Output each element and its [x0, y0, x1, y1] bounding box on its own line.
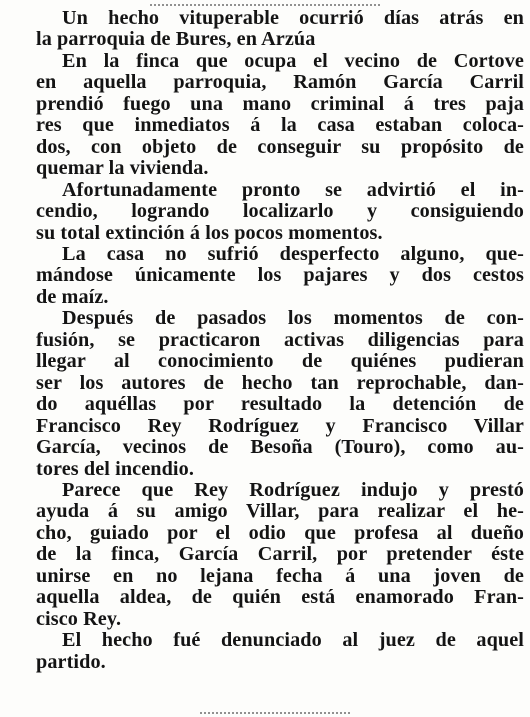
text-line: El hecho fué denunciado al juez de aquel [62, 630, 524, 652]
text-line: García, vecinos de Besoña (Touro), como au- [36, 437, 524, 459]
text-line: quemar la vivienda. [36, 158, 209, 180]
text-line: cisco Rey. [36, 608, 122, 630]
text-line: Un hecho vituperable ocurrió días atrás en [62, 8, 524, 29]
bottom-divider [200, 712, 350, 714]
text-line: aquella aldea, de quién está enamorado Fran- [36, 587, 524, 609]
text-line: Francisco Rey Rodríguez y Francisco Villar [36, 415, 524, 437]
paragraph-2 [36, 51, 524, 180]
text-line: ayuda á su amigo Villar, para realizar el he- [36, 501, 524, 523]
text-line: su total extinción á los pocos momentos. [36, 222, 383, 244]
text-line: partido. [36, 651, 106, 673]
text-line: do aquéllas por resultado la detención de [36, 394, 524, 416]
text-line: Parece que Rey Rodríguez indujo y prestó [62, 479, 524, 501]
text-line: La casa no sufrió desperfecto alguno, que- [62, 243, 524, 265]
text-line: mándose únicamente los pajares y dos cestos [36, 265, 524, 287]
text-line: de maíz. [36, 286, 109, 308]
paragraph-1 [36, 8, 524, 51]
article-body [36, 8, 524, 673]
text-line: de la finca, García Carril, por pretender éste [36, 544, 524, 566]
text-line: res que inmediatos á la casa estaban coloca- [36, 115, 524, 137]
paragraph-6 [36, 480, 524, 630]
text-line: llegar al conocimiento de quiénes pudieran [36, 351, 524, 373]
top-divider [150, 4, 380, 6]
text-line: Después de pasados los momentos de con- [62, 308, 524, 330]
text-line: tores del incendio. [36, 458, 194, 480]
text-line: en aquella parroquia, Ramón García Carril [36, 72, 524, 94]
text-line: fusión, se practicaron activas diligencias para [36, 329, 524, 351]
paragraph-7 [36, 630, 524, 673]
text-line: dos, con objeto de conseguir su propósito de [36, 136, 524, 158]
text-line: cho, guiado por el odio que profesa al dueño [36, 522, 524, 544]
text-line: prendió fuego una mano criminal á tres paja [36, 93, 524, 115]
paragraph-3 [36, 180, 524, 244]
text-line: la parroquia de Bures, en Arzúa [36, 29, 316, 51]
text-line: cendio, logrando localizarlo y consiguiendo [36, 201, 524, 223]
paragraph-5 [36, 308, 524, 480]
text-line: ser los autores de hecho tan reprochable, dan- [36, 372, 524, 394]
text-line: Afortunadamente pronto se advirtió el in- [62, 179, 524, 201]
text-line: En la finca que ocupa el vecino de Cortove [62, 50, 524, 72]
paragraph-4 [36, 244, 524, 308]
text-line: unirse en no lejana fecha á una joven de [36, 565, 524, 587]
